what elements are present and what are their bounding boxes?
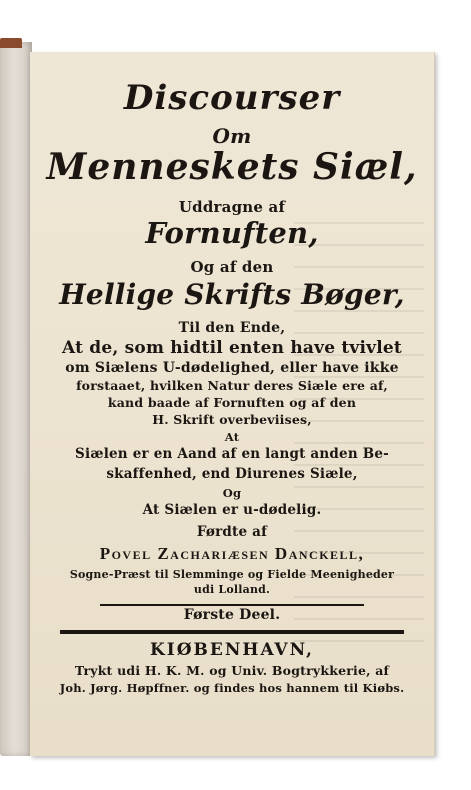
author-name: Povel Zachariæsen Danckell, xyxy=(99,544,365,563)
book xyxy=(0,38,440,756)
body-line-8: At Siælen er u-dødelig. xyxy=(142,502,322,518)
imprint-seller: Joh. Jørg. Høpffner. og findes hos hannem til Kiøbs. xyxy=(59,681,405,695)
author-place: udi Lolland. xyxy=(193,583,271,596)
body-line-7: skaffenhed, end Diurenes Siæle, xyxy=(106,466,358,482)
body-line-4: kand baade af Fornuften og af den xyxy=(107,395,357,410)
title-line-hellige-skrift: Hellige Skrifts Bøger, xyxy=(59,278,405,311)
rule-upper xyxy=(100,604,364,606)
title-page xyxy=(30,52,435,756)
title-line-til-den-ende: Til den Ende, xyxy=(178,320,286,336)
title-line-main: Menneskets Siæl, xyxy=(46,146,418,188)
rule-lower xyxy=(60,630,404,634)
body-line-3: forstaaet, hvilken Natur deres Siæle ere af, xyxy=(76,378,388,393)
body-line-1: At de, som hidtil enten have tvivlet xyxy=(62,338,402,358)
body-line-6: Siælen er en Aand af en langt anden Be- xyxy=(75,446,389,462)
author-office: Sogne-Præst til Slemminge og Fielde Meenigheder xyxy=(69,568,395,581)
author-intro: Førdte af xyxy=(196,524,268,540)
spine-leather-edge xyxy=(0,38,22,48)
title-line-discourser: Discourser xyxy=(123,78,341,118)
title-line-fornuften: Fornuften, xyxy=(145,216,319,250)
title-line-uddragne: Uddragne af xyxy=(178,198,286,216)
imprint-printer: Trykt udi H. K. M. og Univ. Bogtrykkerie, af xyxy=(74,663,390,678)
body-line-5: H. Skrift overbeviises, xyxy=(152,412,312,427)
book-spine xyxy=(0,42,32,756)
body-line-og: Og xyxy=(222,486,242,500)
body-line-at: At xyxy=(224,430,240,444)
imprint-city: KIØBENHAVN, xyxy=(150,640,314,660)
title-line-om: Om xyxy=(212,124,252,148)
title-line-og-af-den: Og af den xyxy=(190,258,274,276)
body-line-2: om Siælens U-dødelighed, eller have ikke xyxy=(65,360,399,376)
volume-label: Første Deel. xyxy=(183,607,281,623)
